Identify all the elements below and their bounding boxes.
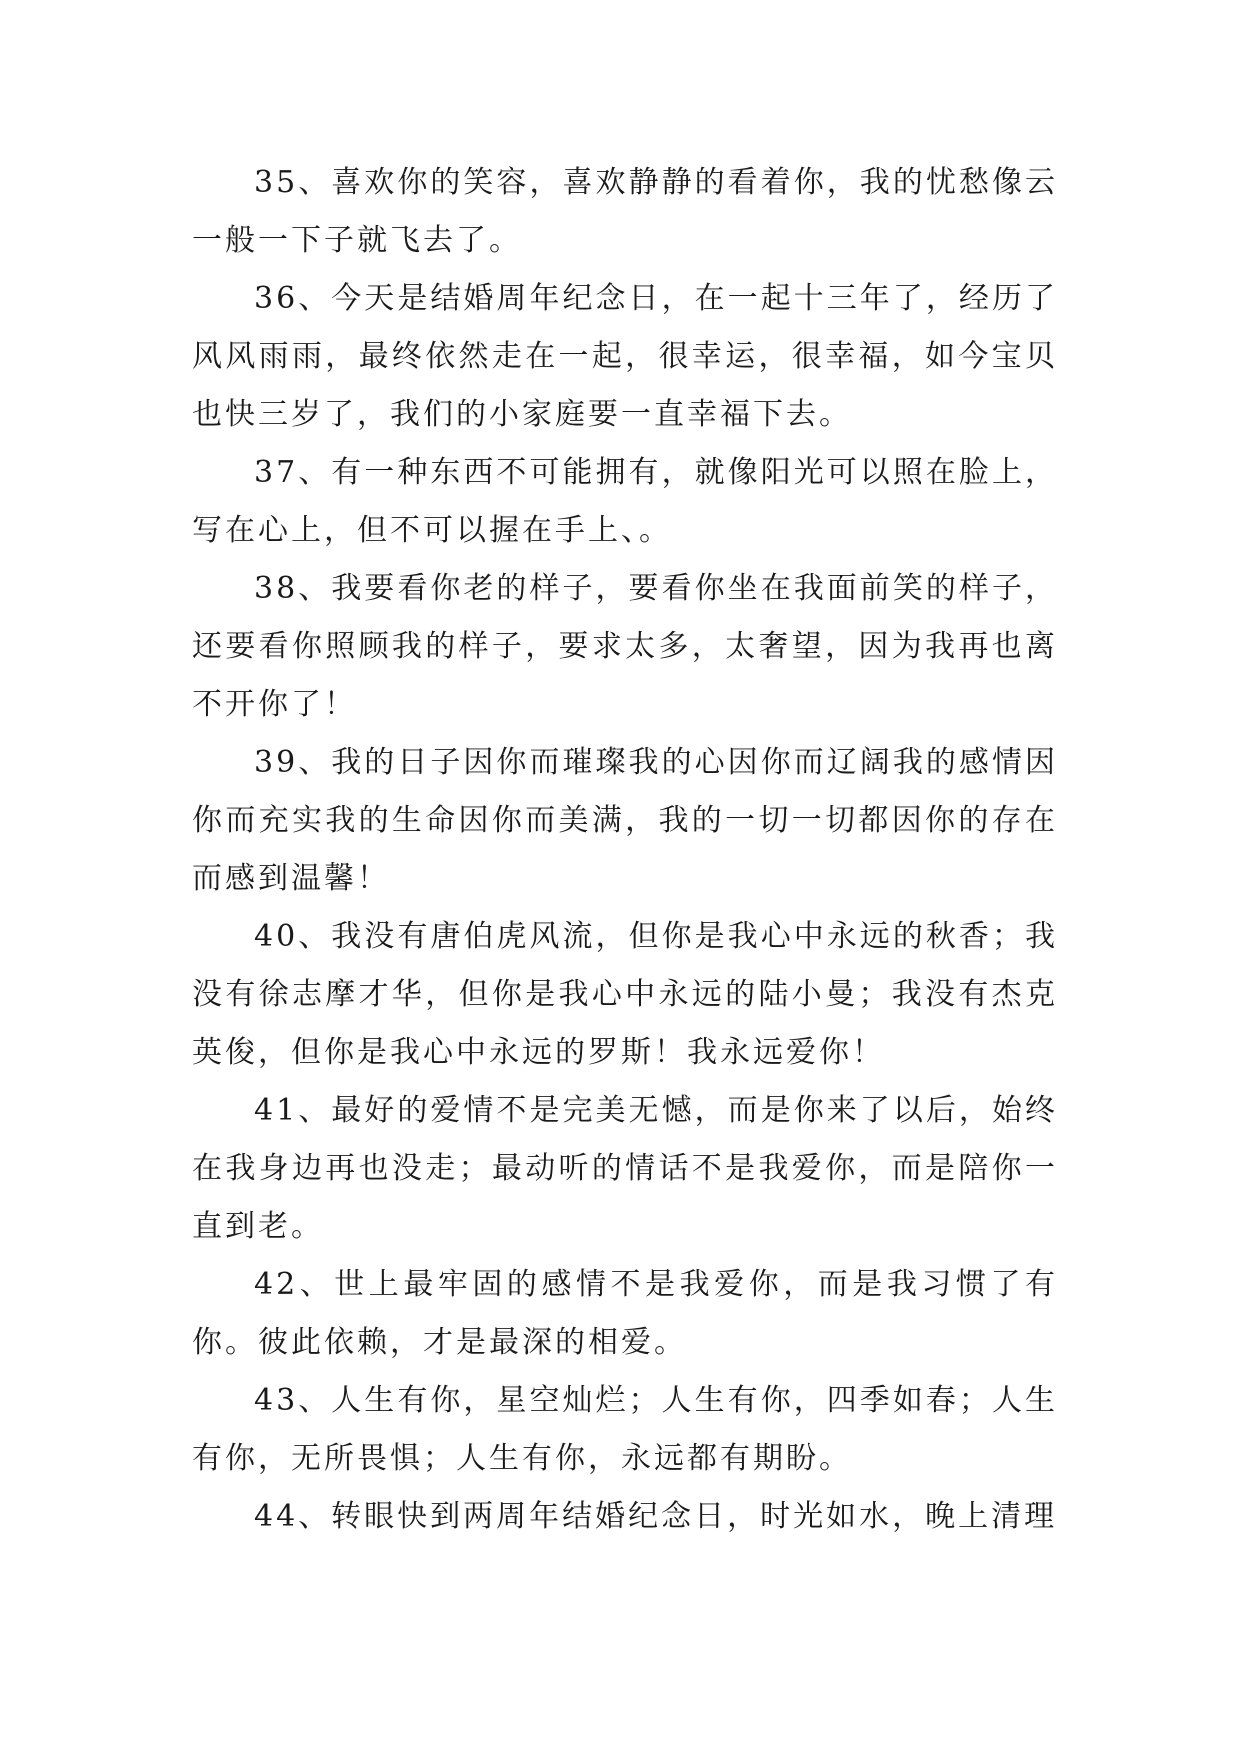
paragraph-41: 41、最好的爱情不是完美无憾，而是你来了以后，始终在我身边再也没走；最动听的情话不是我爱你，而是陪你一直到老。 xyxy=(192,1093,1058,1244)
paragraph-36: 36、今天是结婚周年纪念日，在一起十三年了，经历了风风雨雨，最终依然走在一起，很幸运，很幸福，如今宝贝也快三岁了，我们的小家庭要一直幸福下去。 xyxy=(192,281,1058,432)
paragraph-35: 35、喜欢你的笑容，喜欢静静的看着你，我的忧愁像云一般一下子就飞去了。 xyxy=(192,165,1058,258)
paragraph-37: 37、有一种东西不可能拥有，就像阳光可以照在脸上，写在心上，但不可以握在手上、。 xyxy=(192,455,1058,548)
document-body xyxy=(192,154,1058,1546)
paragraph-40: 40、我没有唐伯虎风流，但你是我心中永远的秋香；我没有徐志摩才华，但你是我心中永远的陆小曼；我没有杰克英俊，但你是我心中永远的罗斯！我永远爱你！ xyxy=(192,919,1058,1070)
paragraph-43: 43、人生有你，星空灿烂；人生有你，四季如春；人生有你，无所畏惧；人生有你，永远都有期盼。 xyxy=(192,1383,1058,1476)
paragraph-42: 42、世上最牢固的感情不是我爱你，而是我习惯了有你。彼此依赖，才是最深的相爱。 xyxy=(192,1267,1058,1360)
paragraph-39: 39、我的日子因你而璀璨我的心因你而辽阔我的感情因你而充实我的生命因你而美满，我的一切一切都因你的存在而感到温馨！ xyxy=(192,745,1058,896)
paragraph-44: 44、转眼快到两周年结婚纪念日，时光如水，晚上清理 xyxy=(254,1499,1058,1534)
paragraph-38: 38、我要看你老的样子，要看你坐在我面前笑的样子，还要看你照顾我的样子，要求太多，太奢望，因为我再也离不开你了！ xyxy=(192,571,1058,722)
